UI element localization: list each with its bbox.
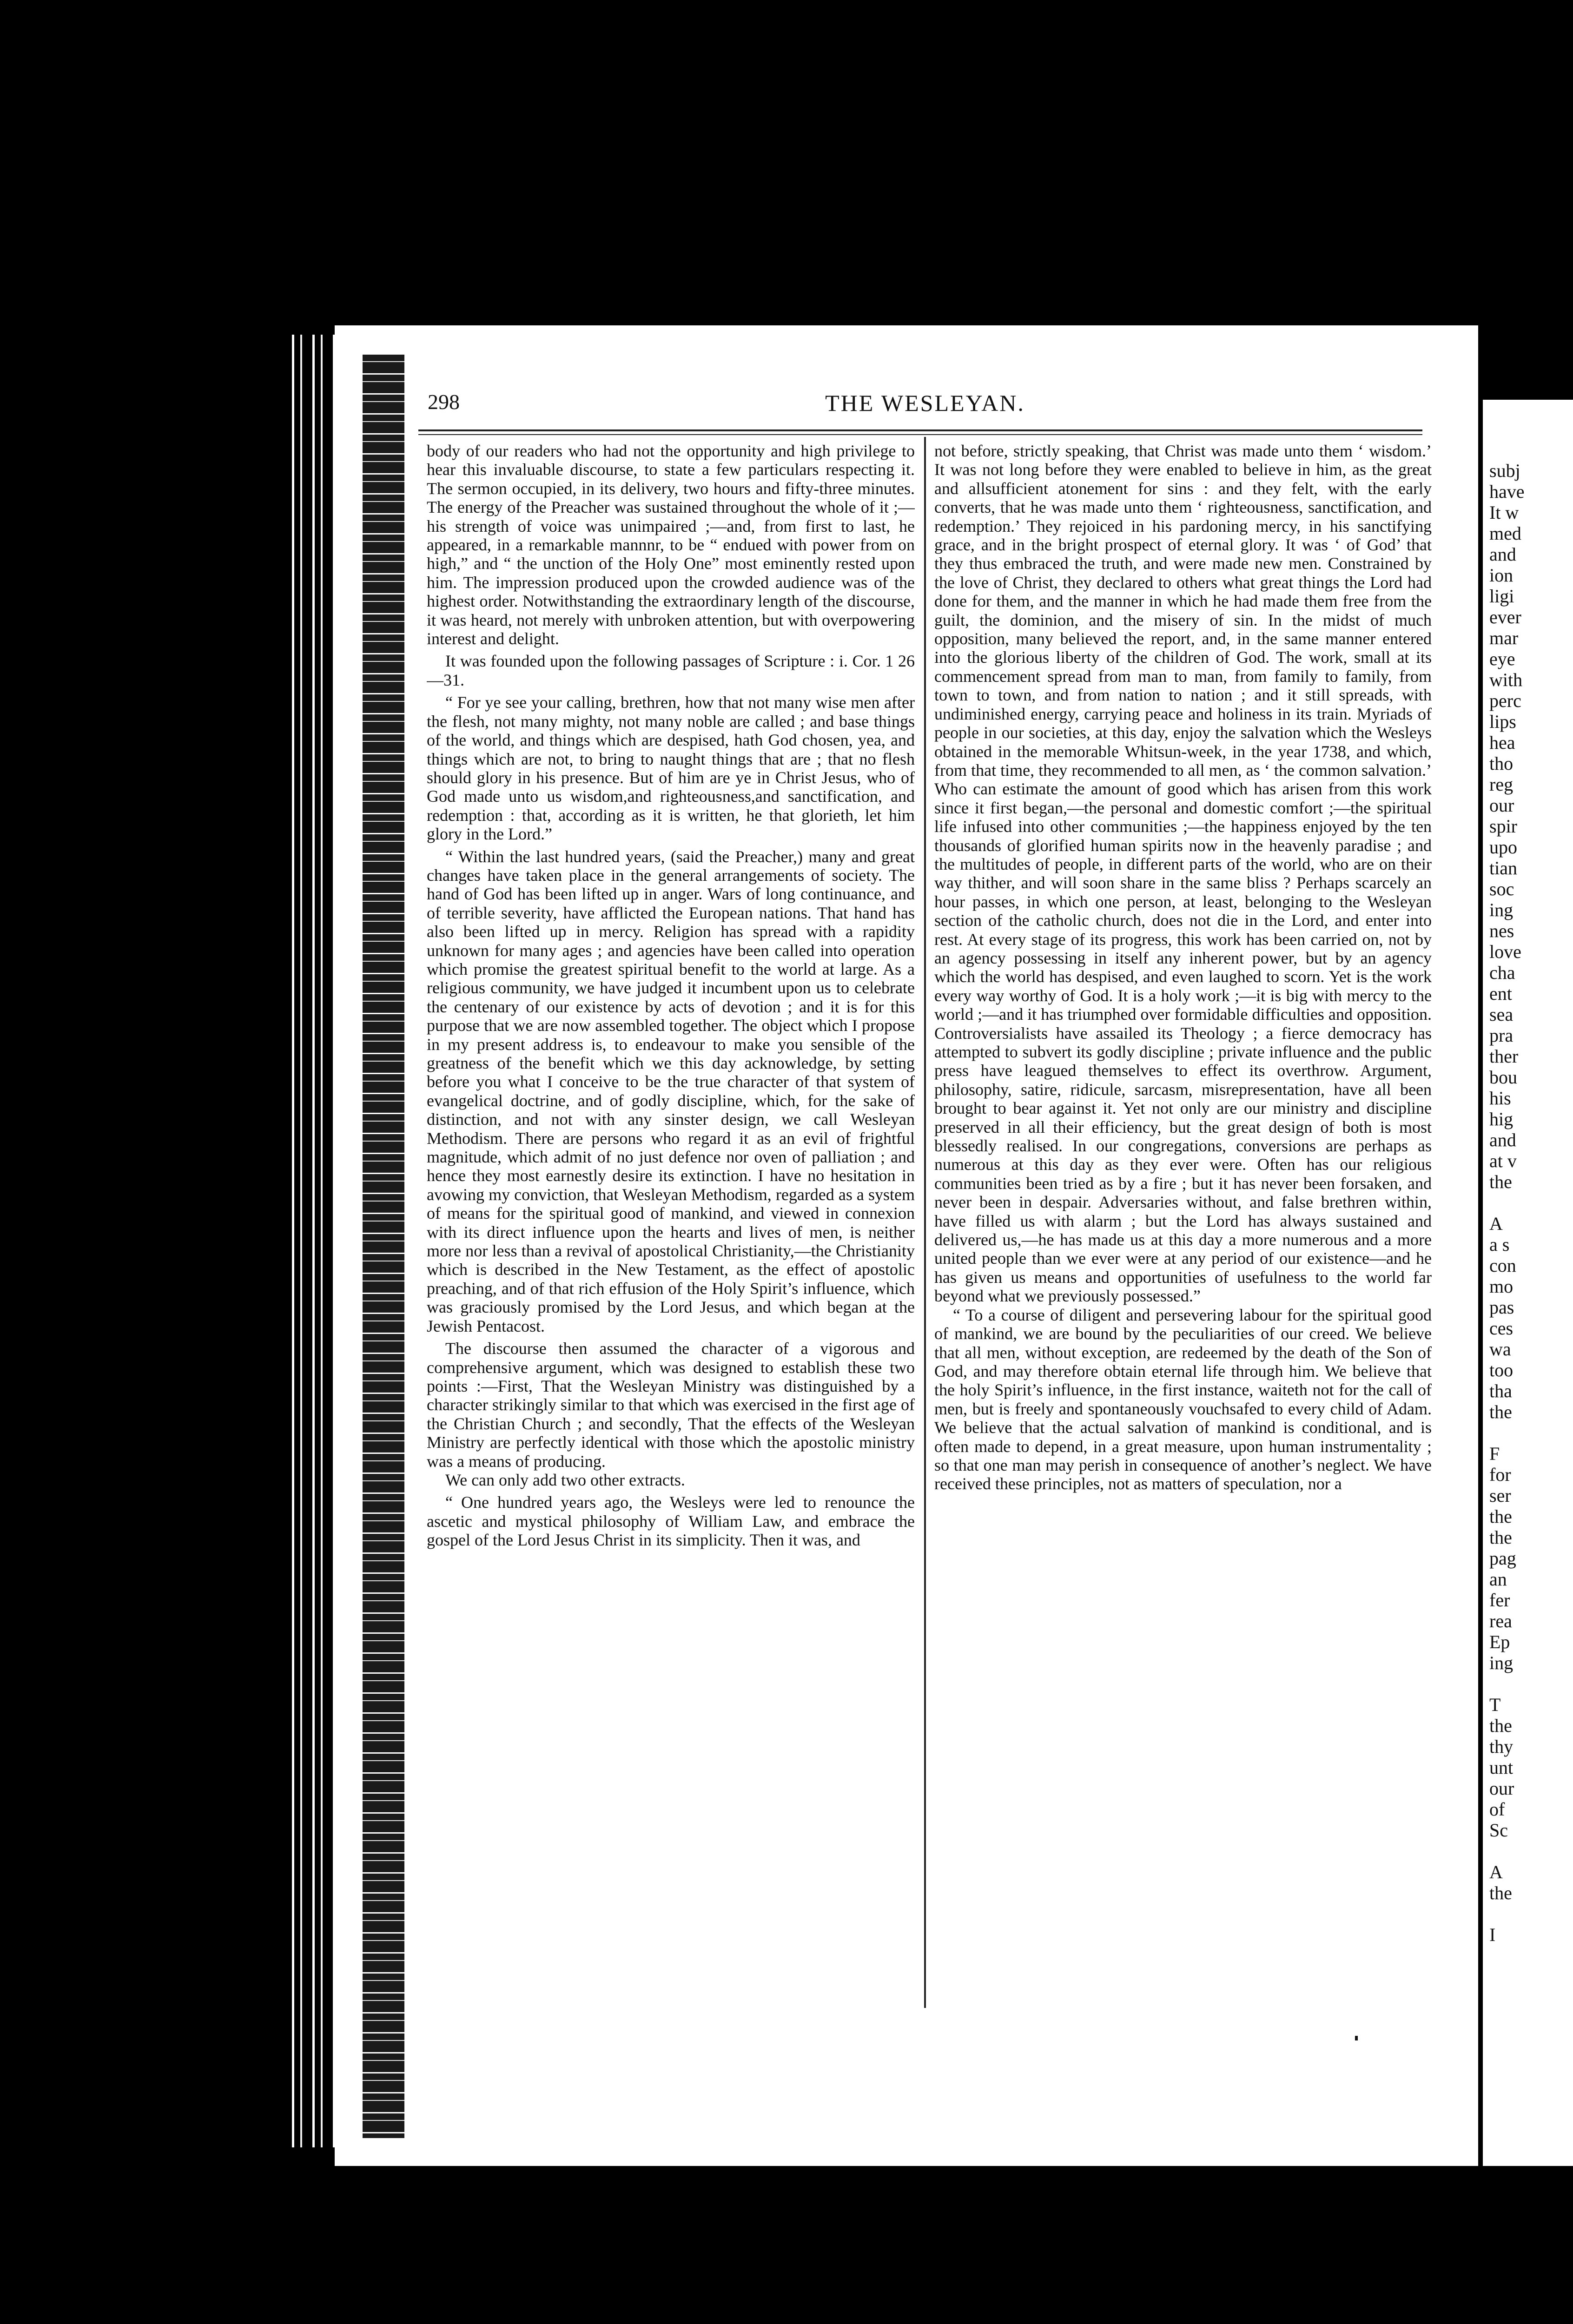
facing-page-fragment: at v (1489, 1150, 1517, 1171)
facing-page-fragment: wa (1489, 1339, 1511, 1360)
gutter-shadow (363, 353, 404, 2138)
facing-page-fragment: ces (1489, 1318, 1514, 1339)
facing-page-fragment: the (1489, 1171, 1512, 1192)
facing-page-fragment: his (1489, 1088, 1511, 1109)
header-rule-thick (418, 429, 1422, 431)
facing-page-fragment: our (1489, 795, 1514, 816)
facing-page-fragment: hea (1489, 732, 1515, 753)
facing-page-fragment: rea (1489, 1611, 1512, 1631)
paragraph: We can only add two other extracts. (445, 1470, 685, 1489)
paragraph: It was founded upon the following passages of Scripture : i. Cor. 1 26—31. (427, 652, 915, 689)
facing-page-fragment: cha (1489, 962, 1515, 983)
facing-page-fragment: unt (1489, 1757, 1514, 1778)
facing-page-fragment: soc (1489, 878, 1514, 899)
paragraph: “ To a course of diligent and persevering labour for the spiritual good of mankind, we are bound by the peculiarities of our creed. We believe that all men, without exception, are redeemed by the death of the Son of God, and may therefore obtain eternal life through him. We believe that the holy Spirit’s influence, in the first instance, waiteth not for the call of men, but is freely and spontaneously vouchsafed to every child of Adam. We believe that the actual salvation of mankind is conditional, and is often made to depend, in a great measure, upon human instrumentality ; so that one man may perish in consequence of another’s neglect. We have received these principles, not as matters of speculation, nor a (934, 1305, 1432, 1493)
facing-page-fragment: and (1489, 544, 1516, 565)
facing-page-fragment: love (1489, 941, 1521, 962)
facing-page-fragment: fer (1489, 1590, 1510, 1611)
facing-page-fragment: bou (1489, 1067, 1517, 1088)
facing-page-fragment: ing (1489, 1652, 1514, 1673)
facing-page-fragment: reg (1489, 774, 1514, 795)
facing-page-fragment: Ep (1489, 1631, 1510, 1652)
header-rule-thin (418, 434, 1422, 435)
facing-page-fragment: F (1489, 1443, 1500, 1464)
facing-page-fragment: pag (1489, 1548, 1516, 1569)
right-column (934, 442, 1432, 2022)
print-mark (1355, 2036, 1358, 2040)
facing-page-fragment: too (1489, 1360, 1514, 1380)
column-divider (924, 437, 926, 2008)
facing-page-fragment: ther (1489, 1046, 1519, 1067)
facing-page-fragment: tha (1489, 1380, 1512, 1401)
facing-page-fragment: A (1489, 1862, 1503, 1882)
facing-page-fragment: and (1489, 1129, 1516, 1150)
facing-page-fragment: con (1489, 1255, 1516, 1276)
facing-page-fragment: med (1489, 523, 1521, 544)
facing-page-fragment: ing (1489, 899, 1514, 920)
facing-page-fragment: our (1489, 1778, 1514, 1799)
facing-page-fragment: hig (1489, 1109, 1514, 1129)
left-column (427, 442, 915, 2022)
facing-page-fragment: the (1489, 1527, 1512, 1548)
paragraph: “ One hundred years ago, the Wesleys were led to renounce the ascetic and mystical philosophy of William Law, and embrace the gospel of the Lord Jesus Christ in its simplicity. Then it was, and (427, 1493, 915, 1550)
facing-page-fragment: pra (1489, 1025, 1514, 1046)
facing-page-fragment: thy (1489, 1736, 1514, 1757)
facing-page-fragment: the (1489, 1506, 1512, 1527)
facing-page-fragment: the (1489, 1882, 1512, 1903)
facing-page-fragment: pas (1489, 1297, 1514, 1318)
paragraph: The discourse then assumed the character of a vigorous and comprehensive argument, which was designed to establish these two points :—First, That the Wesleyan Ministry was distinguished by a character strikingly similar to that which was exercised in the first age of the Christian Church ; and secondly, That the effects of the Wesleyan Ministry are perfectly identical with those which the apostolic ministry was a means of producing. (427, 1339, 915, 1471)
running-head (428, 390, 1422, 422)
facing-page-fragment: a s (1489, 1234, 1510, 1255)
facing-page-fragment: the (1489, 1715, 1512, 1736)
facing-page-fragment: for (1489, 1464, 1511, 1485)
facing-page-fragment: spir (1489, 816, 1517, 837)
facing-page-fragment: the (1489, 1401, 1512, 1422)
paragraph: not before, strictly speaking, that Christ was made unto them ‘ wisdom.’ It was not long before they were enabled to believe in him, as the great and allsufficient atonement for sins : and they felt, with the early converts, that he was made unto them ‘ righteousness, sanctification, and redemption.’ They rejoiced in his pardoning mercy, in his sanctifying grace, and in the bright prospect of eternal glory. It was ‘ of God’ that they thus embraced the truth, and were made new men. Constrained by the love of Christ, they declared to others what great things the Lord had done for them, and the manner in which he had made them free from the guilt, the dominion, and the misery of sin. In the midst of much opposition, many believed the report, and, in the same manner entered into the glorious liberty of the children of God. The work, small at its commencement spread from man to man, from family to family, from town to town, and from nation to nation ; and it still spreads, with undiminished energy, carrying peace and holiness in its train. Myriads of people in our societies, at this day, enjoy the salvation which the Wesleys obtained in the memorable Whitsun-week, in the year 1738, and which, from that time, they recommended to all men, as ‘ the common salvation.’ Who can estimate the amount of good which has arisen from this work since it first began,—the personal and domestic comfort ;—the spiritual life infused into other communities ;—the happiness enjoyed by the ten thousands of glorified human spirits now in the heavenly paradise ; and the multitudes of people, in different parts of the world, who are on their way thither, and will soon share in the same bliss ? Perhaps scarcely an hour passes, in which one person, at least, belonging to the Wesleyan section of the catholic church, does not die in the Lord, and enter into rest. At every stage of its progress, this work has been carried on, not by an agency possessing in itself any inherent power, but by an agency which the world has despised, and even laughed to scorn. Yet is the work every way worthy of God. It is a holy work ;—it is big with mercy to the world ;—and it has triumphed over formidable difficulties and opposition. Controversialists have assailed its Theology ; a fierce democracy has attempted to subvert its godly discipline ; private influence and the public press have leagued themselves to effect its overthrow. Argument, philosophy, satire, ridicule, sarcasm, misrepresentation, have all been brought to bear against it. Yet not only are our ministry and discipline preserved in all their efficiency, but the great design of both is most blessedly realised. In our congregations, conversions are perhaps as numerous at this day as they ever were. Often has our religious communities been tried as by a fire ; but it has never been forsaken, and never been in despair. Adversaries without, and false brethren within, have filled us with alarm ; but the Lord has always sustained and delivered us,—he has made us at this day a more numerous and a more united people than we ever were at any period of our existence—and he has given us means and opportunities of usefulness to the world far beyond what we previously possessed.” (934, 442, 1432, 1306)
facing-page-fragment: of (1489, 1799, 1505, 1820)
facing-page-fragment: T (1489, 1694, 1501, 1715)
facing-page-fragment: nes (1489, 920, 1514, 941)
paragraph: “ Within the last hundred years, (said the Preacher,) many and great changes have taken place in the general arrangements of society. The hand of God has been lifted up in anger. Wars of long continuance, and of terrible severity, have afflicted the European nations. That hand has also been lifted up in mercy. Religion has spread with a rapidity unknown for many ages ; and agencies have been called into operation which promise the greatest spiritual benefit to the world at large. As a religious community, we have judged it incumbent upon us to celebrate the centenary of our existence by acts of devotion ; and it is for this purpose that we are now assembled together. The object which I propose in my present address is, to endeavour to make you sensible of the greatness of the benefit which we this day acknowledge, by setting before you what I conceive to be the true character of that system of evangelical doctrine, and of godly discipline, which, for the sake of distinction, and not with any sinster design, we call Wesleyan Methodism. There are persons who regard it as an evil of frightful magnitude, which admit of no just defence nor oven of palliation ; and hence they most earnestly desire its extinction. I have no hesitation in avowing my conviction, that Wesleyan Methodism, regarded as a system of means for the spiritual good of mankind, and viewed in connexion with its direct influence upon the hearts and lives of men, is neither more nor less than a revival of apostolical Christianity,—the Christianity which is described in the New Testament, as the effect of apostolic preaching, and of that rich effusion of the Holy Spirit’s influence, which was graciously promised by the Lord Jesus, and which began at the Jewish Pentacost. (427, 847, 915, 1335)
facing-page-fragment: upo (1489, 837, 1517, 858)
facing-page-fragment: subj (1489, 460, 1520, 481)
facing-page-fragment: lips (1489, 711, 1516, 732)
page-number: 298 (428, 390, 460, 414)
facing-page-fragment: Sc (1489, 1820, 1508, 1841)
facing-page-fragment: I (1489, 1924, 1496, 1945)
facing-page-fragment: perc (1489, 690, 1521, 711)
page-title: THE WESLEYAN. (825, 390, 1025, 416)
facing-page-fragment: tho (1489, 753, 1514, 774)
facing-page-fragment: ever (1489, 607, 1521, 627)
facing-page-fragment: mo (1489, 1276, 1514, 1297)
facing-page-fragment: have (1489, 481, 1525, 502)
facing-page-fragment: sea (1489, 1004, 1514, 1025)
facing-page-fragment: mar (1489, 627, 1519, 648)
facing-page-edge (1483, 400, 1573, 2166)
facing-page-fragment: It w (1489, 502, 1519, 523)
facing-page-fragment: with (1489, 669, 1523, 690)
facing-page-fragment: eye (1489, 648, 1515, 669)
facing-page-fragment: tian (1489, 858, 1517, 878)
facing-page-fragment: A (1489, 1213, 1503, 1234)
facing-page-fragment: ion (1489, 565, 1514, 586)
facing-page-fragment: ser (1489, 1485, 1511, 1506)
facing-page-fragment: an (1489, 1569, 1507, 1590)
paragraph: body of our readers who had not the opportunity and high privilege to hear this invaluable discourse, to state a few particulars respecting it. The sermon occupied, in its delivery, two hours and fifty-three minutes. The energy of the Preacher was sustained throughout the whole of it ;—his strength of voice was unimpaired ;—and, from first to last, he appeared, in a remarkable mannnr, to be “ endued with power from on high,” and “ the unction of the Holy One” most eminently rested upon him. The impression produced upon the crowded audience was of the highest order. Notwithstanding the extraordinary length of the discourse, it was heard, not merely with unbroken attention, but with overpowering interest and delight. (427, 442, 915, 648)
facing-page-fragment: ligi (1489, 586, 1514, 607)
paragraph: “ For ye see your calling, brethren, how that not many wise men after the flesh, not many mighty, not many noble are called ; and base things of the world, and things which are despised, hath God chosen, yea, and things which are not, to bring to naught things that are ; that no flesh should glory in his presence. But of him are ye in Christ Jesus, who of God made unto us wisdom,and righteousness,and sanctification, and redemption : that, according as it is written, he that glorieth, let him glory in the Lord.” (427, 693, 915, 844)
facing-page-fragment: ent (1489, 983, 1512, 1004)
